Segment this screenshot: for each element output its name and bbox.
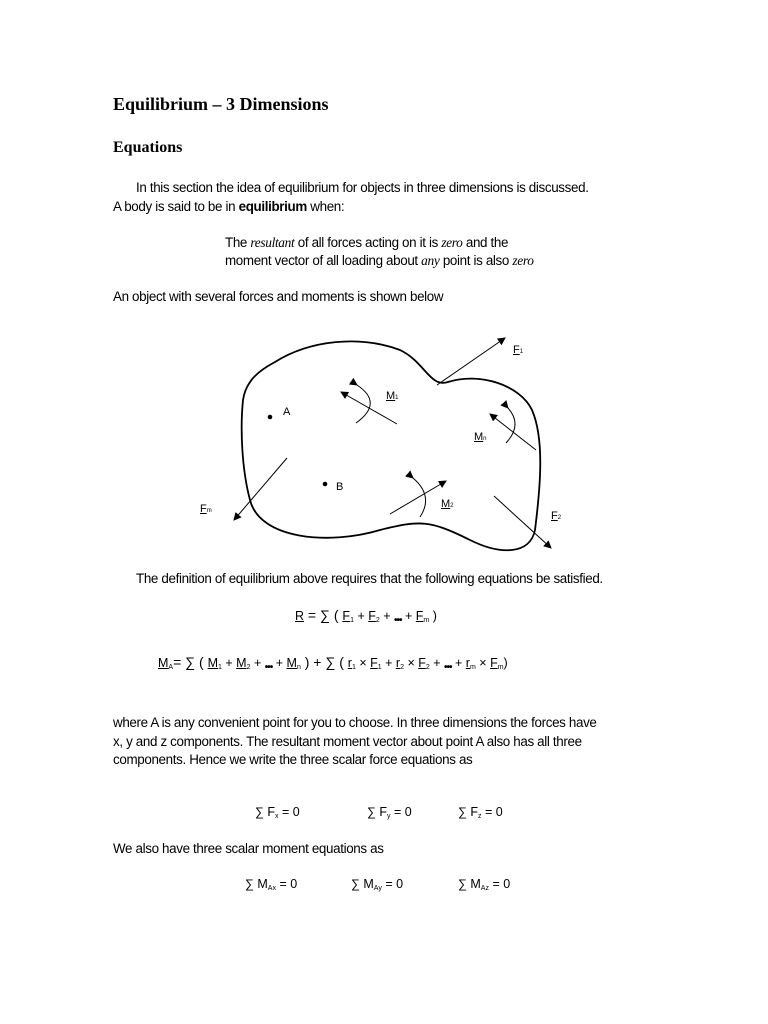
intro-line-1: In this section the idea of equilibrium for objects in three dimensions is discussed. bbox=[136, 180, 589, 195]
moment-m2-axis bbox=[390, 481, 446, 514]
moment-eq-ay: ∑ $M_{Ay} = 0$ bbox=[351, 877, 404, 892]
moment-mn-curl bbox=[506, 408, 515, 443]
label-fm: Fm bbox=[200, 503, 212, 515]
where-line-1: where A is any convenient point for you to choose. In three dimensions the forces have bbox=[113, 715, 597, 730]
point-b-dot bbox=[323, 482, 328, 487]
moment-equation: $M_A=$ ∑ ( $M_1 + M_2 + _{•••} + M_n$ ) + ∑ ( $r_1 \times F_1 + r_2 \times F_2 + _{•••} + r_m \times F_m$) bbox=[158, 654, 508, 673]
label-m1: M1 bbox=[386, 390, 399, 402]
point-a-dot bbox=[268, 415, 273, 420]
condition-2: moment vector of all loading about any point is also zero bbox=[225, 253, 534, 268]
object-intro: An object with several forces and moments is shown below bbox=[113, 289, 444, 304]
label-f2: F2 bbox=[551, 510, 562, 522]
where-line-3: components. Hence we write the three scalar force equations as bbox=[113, 752, 473, 767]
section-heading: Equations bbox=[113, 139, 183, 156]
body-outline bbox=[242, 341, 541, 550]
resultant-equation: R = ∑ ( $F_1 + F_2 + _{•••} + F_m$ ) bbox=[295, 607, 437, 626]
label-a: A bbox=[283, 406, 291, 418]
where-line-2: x, y and z components. The resultant moment vector about point A also has all three bbox=[113, 734, 582, 749]
force-eq-z: ∑ $F_z = 0$ bbox=[458, 805, 503, 820]
page-title: Equilibrium – 3 Dimensions bbox=[113, 94, 329, 114]
condition-1: The resultant of all forces acting on it is zero and the bbox=[225, 235, 509, 250]
moment-m2-curl bbox=[413, 478, 426, 517]
label-m2: M2 bbox=[441, 498, 454, 510]
moment-m1-curl bbox=[356, 385, 370, 423]
force-f2-arrow bbox=[494, 496, 551, 548]
label-f1: F1 bbox=[513, 344, 524, 356]
label-b: B bbox=[336, 481, 344, 493]
moment-eq-az: ∑ $M_{Az} = 0$ bbox=[458, 877, 511, 892]
definition-line: The definition of equilibrium above requires that the following equations be satisfied. bbox=[136, 571, 603, 586]
force-fm-arrow bbox=[234, 458, 287, 520]
intro-line-2: A body is said to be in equilibrium when: bbox=[113, 199, 345, 214]
force-eq-y: ∑ $F_y = 0$ bbox=[367, 805, 412, 820]
moment-eq-ax: ∑ $M_{Ax} = 0$ bbox=[245, 877, 298, 892]
moment-intro: We also have three scalar moment equations as bbox=[113, 841, 384, 856]
force-eq-x: ∑ $F_x = 0$ bbox=[255, 805, 300, 820]
label-mn: Mn bbox=[474, 431, 487, 443]
